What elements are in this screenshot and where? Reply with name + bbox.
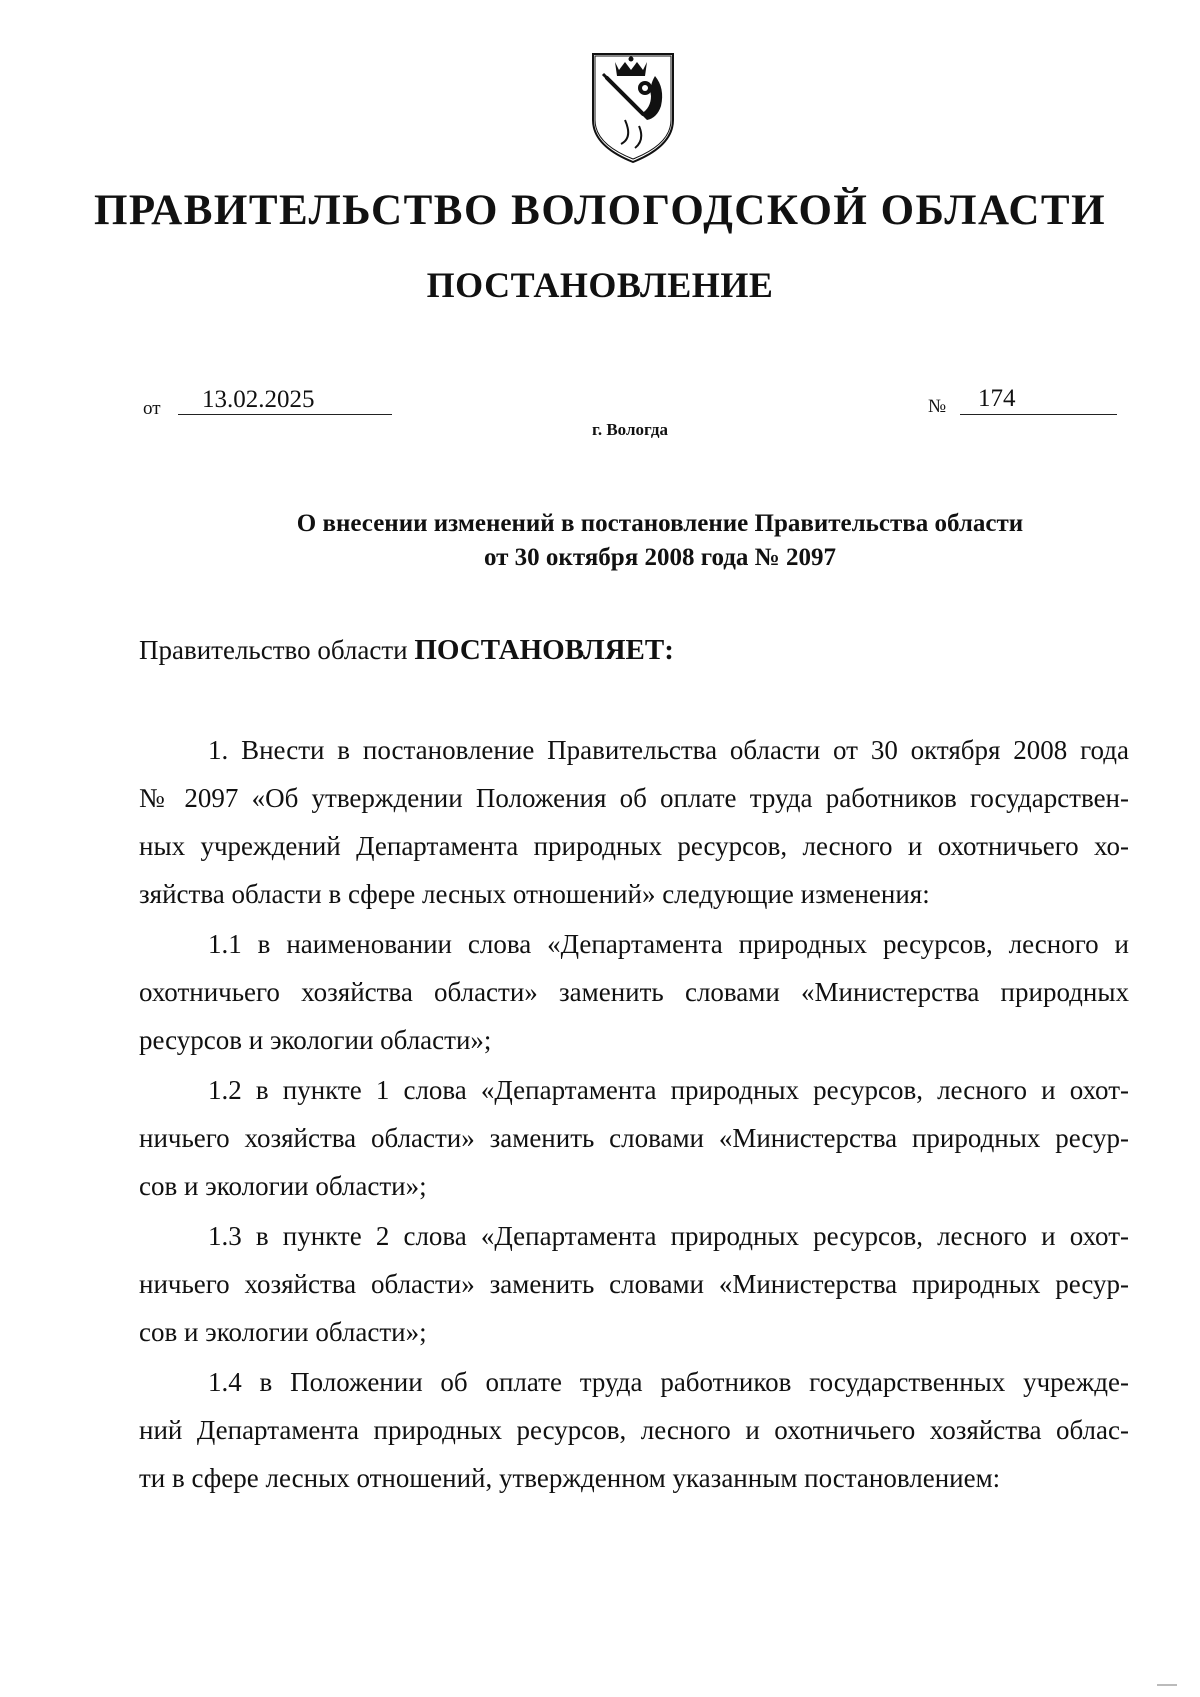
paragraph-line: охотничьего хозяйства области» заменить словами «Министерства природных bbox=[139, 977, 1129, 1007]
paragraph-line: ресурсов и экологии области»; bbox=[139, 1025, 492, 1055]
number-label: № bbox=[928, 396, 947, 417]
paragraph-1-2 bbox=[139, 1066, 1129, 1210]
paragraph-line: 1. Внести в постановление Правительства области от 30 октября 2008 года bbox=[208, 735, 1129, 765]
paragraph-line: ти в сфере лесных отношений, утвержденном указанным постановлением: bbox=[139, 1463, 1001, 1493]
paragraph-1-3 bbox=[139, 1212, 1129, 1356]
number-underline bbox=[960, 414, 1117, 415]
paragraph-line: ных учреждений Департамента природных ресурсов, лесного и охотничьего хо- bbox=[139, 831, 1129, 861]
organization-title: ПРАВИТЕЛЬСТВО ВОЛОГОДСКОЙ ОБЛАСТИ bbox=[93, 187, 1107, 234]
scan-artifact bbox=[1157, 1684, 1177, 1686]
document-number: 174 bbox=[978, 385, 1016, 412]
paragraph-line: ний Департамента природных ресурсов, лесного и охотничьего хозяйства облас- bbox=[139, 1415, 1129, 1445]
paragraph-line: зяйства области в сфере лесных отношений» следующие изменения: bbox=[139, 879, 930, 909]
paragraph-line: 1.2 в пункте 1 слова «Департамента природных ресурсов, лесного и охот- bbox=[208, 1075, 1129, 1105]
coat-of-arms-icon bbox=[585, 48, 681, 166]
paragraph-1-1 bbox=[139, 920, 1129, 1064]
paragraph-line: сов и экологии области»; bbox=[139, 1317, 427, 1347]
city: г. Вологда bbox=[592, 420, 668, 439]
intro-line bbox=[139, 634, 674, 667]
paragraph-1-4 bbox=[139, 1358, 1129, 1502]
intro-keyword: ПОСТАНОВЛЯЕТ: bbox=[414, 634, 674, 666]
paragraph-line: № 2097 «Об утверждении Положения об оплате труда работников государствен- bbox=[139, 783, 1129, 813]
date-underline bbox=[178, 414, 392, 415]
paragraph-1 bbox=[139, 726, 1129, 918]
date-label: от bbox=[143, 398, 161, 419]
paragraph-line: 1.4 в Положении об оплате труда работников государственных учрежде- bbox=[208, 1367, 1129, 1397]
document-subject bbox=[200, 507, 1120, 575]
subject-line: О внесении изменений в постановление Правительства области bbox=[296, 510, 1024, 537]
document-type: ПОСТАНОВЛЕНИЕ bbox=[426, 265, 774, 305]
paragraph-line: 1.1 в наименовании слова «Департамента природных ресурсов, лесного и bbox=[208, 929, 1129, 959]
subject-line: от 30 октября 2008 года № 2097 bbox=[483, 544, 837, 571]
paragraph-line: ничьего хозяйства области» заменить словами «Министерства природных ресур- bbox=[139, 1269, 1129, 1299]
paragraph-line: сов и экологии области»; bbox=[139, 1171, 427, 1201]
intro-text: Правительство области bbox=[139, 635, 415, 665]
paragraph-line: ничьего хозяйства области» заменить словами «Министерства природных ресур- bbox=[139, 1123, 1129, 1153]
document-date: 13.02.2025 bbox=[202, 386, 315, 413]
paragraph-line: 1.3 в пункте 2 слова «Департамента природных ресурсов, лесного и охот- bbox=[208, 1221, 1129, 1251]
